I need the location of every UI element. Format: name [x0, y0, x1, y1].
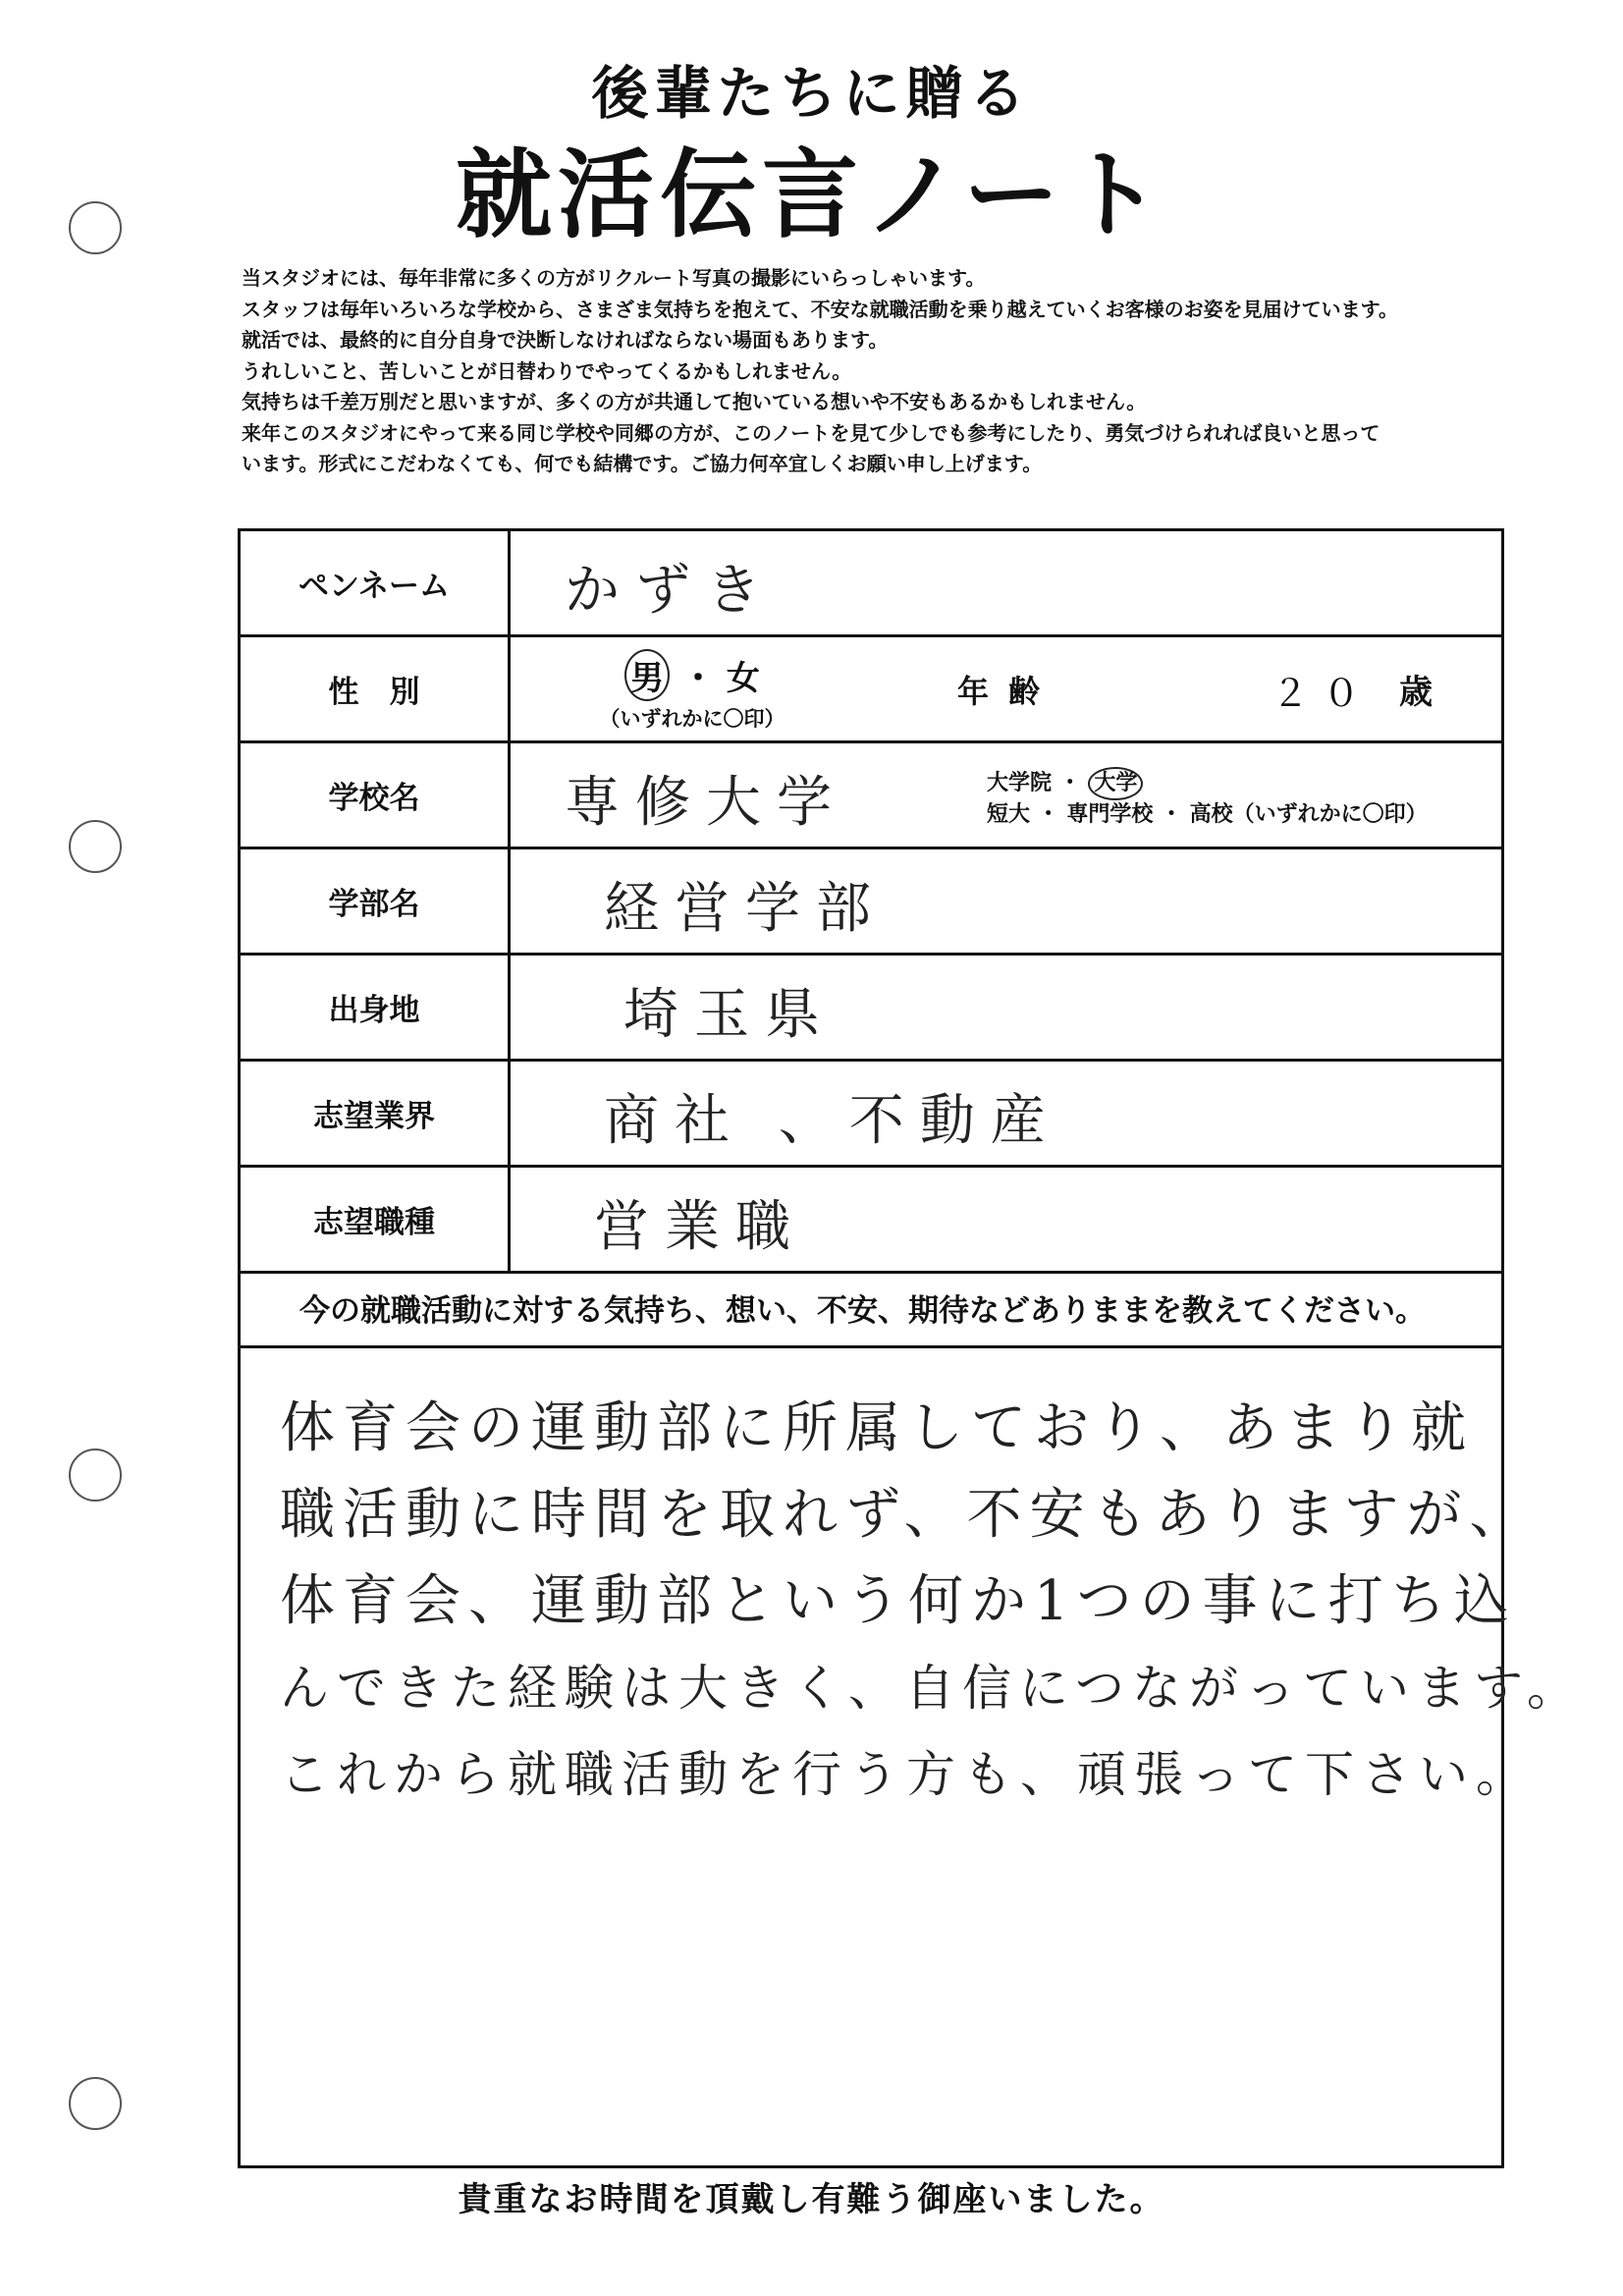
row-hometown [241, 956, 1501, 1062]
note-form [238, 528, 1584, 2168]
hometown-value: 埼玉県 [623, 983, 836, 1047]
industry-label: 志望業界 [241, 1062, 511, 1165]
age-value: ２０ [1271, 672, 1375, 715]
gender-choice [594, 649, 790, 733]
row-pen-name [241, 531, 1501, 637]
school-type-options [987, 767, 1428, 830]
age-unit: 歳 [1399, 673, 1433, 712]
intro-line: 当スタジオには、毎年非常に多くの方がリクルート写真の撮影にいらっしゃいます。 [242, 266, 986, 290]
school-value: 専修大学 [565, 771, 847, 835]
gender-label: 性 別 [241, 637, 511, 740]
row-industry [241, 1062, 1501, 1168]
industry-value: 商社 、不動産 [604, 1089, 1061, 1153]
school-label: 学校名 [241, 743, 511, 847]
school-type-university-circled: 大学 [1088, 767, 1143, 800]
intro-line: うれしいこと、苦しいことが日替わりでやってくるかもしれません。 [242, 358, 852, 383]
gender-note: （いずれかに〇印） [599, 707, 785, 731]
question-prompt: 今の就職活動に対する気持ち、想い、不安、期待などありままを教えてください。 [241, 1274, 1501, 1348]
pen-name-label: ペンネーム [241, 531, 511, 634]
answer-line: んできた経験は大きく、自信につながっています。 [280, 1660, 1584, 1717]
pen-name-value: かずき [565, 559, 777, 623]
intro-line: スタッフは毎年いろいろな学校から、さまざま気持ちを抱えて、不安な就職活動を乗り越えていくお客様のお姿を見届けています。 [242, 297, 1398, 321]
intro-line: 就活では、最終的に自分自身で決断しなければならない場面もあります。 [242, 328, 889, 352]
job-label: 志望職種 [241, 1168, 511, 1271]
gender-separator: ・ [681, 659, 715, 698]
school-type-others: 短大 ・ 専門学校 ・ 高校（いずれかに〇印） [987, 802, 1428, 827]
faculty-value: 経営学部 [604, 877, 887, 941]
answer-line: 体育会、運動部という何か1つの事に打ち込 [280, 1569, 1517, 1633]
page-subtitle: 後輩たちに贈る [591, 60, 1032, 127]
handwritten-answer [280, 1386, 1584, 1818]
gender-male-circled: 男 [624, 649, 670, 701]
footer-thanks: 貴重なお時間を頂戴し有難う御座いました。 [458, 2180, 1165, 2219]
binder-hole-3 [69, 1449, 122, 1502]
answer-line: 職活動に時間を取れず、不安もありますが、 [280, 1483, 1533, 1547]
row-gender [241, 637, 1501, 743]
intro-line: 来年このスタジオにやって来る同じ学校や同郷の方が、このノートを見て少しでも参考にしたり、勇気づけられれば良いと思って [242, 420, 1380, 445]
answer-line: これから就職活動を行う方も、頑張って下さい。 [280, 1746, 1533, 1803]
hometown-label: 出身地 [241, 956, 511, 1059]
row-faculty [241, 849, 1501, 956]
intro-text [242, 263, 1587, 480]
intro-line: います。形式にこだわなくても、何でも結構です。ご協力何卒宜しくお願い申し上げます。 [242, 452, 1043, 475]
page-title: 就活伝言ノート [455, 139, 1168, 251]
faculty-label: 学部名 [241, 849, 511, 953]
row-job [241, 1168, 1501, 1274]
gender-female: 女 [726, 659, 760, 698]
row-school [241, 743, 1501, 849]
intro-line: 気持ちは千差万別だと思いますが、多くの方が共通して抱いている想いや不安もあるかもしれません。 [242, 390, 1147, 413]
school-type-sep: ・ [1058, 771, 1081, 795]
answer-line: 体育会の運動部に所属しており、あまり就 [280, 1396, 1474, 1460]
job-value: 営業職 [594, 1195, 806, 1259]
school-type-grad: 大学院 [987, 771, 1053, 795]
binder-hole-2 [69, 820, 122, 873]
binder-hole-4 [69, 2077, 122, 2130]
age-label: 年齢 [957, 673, 1060, 710]
